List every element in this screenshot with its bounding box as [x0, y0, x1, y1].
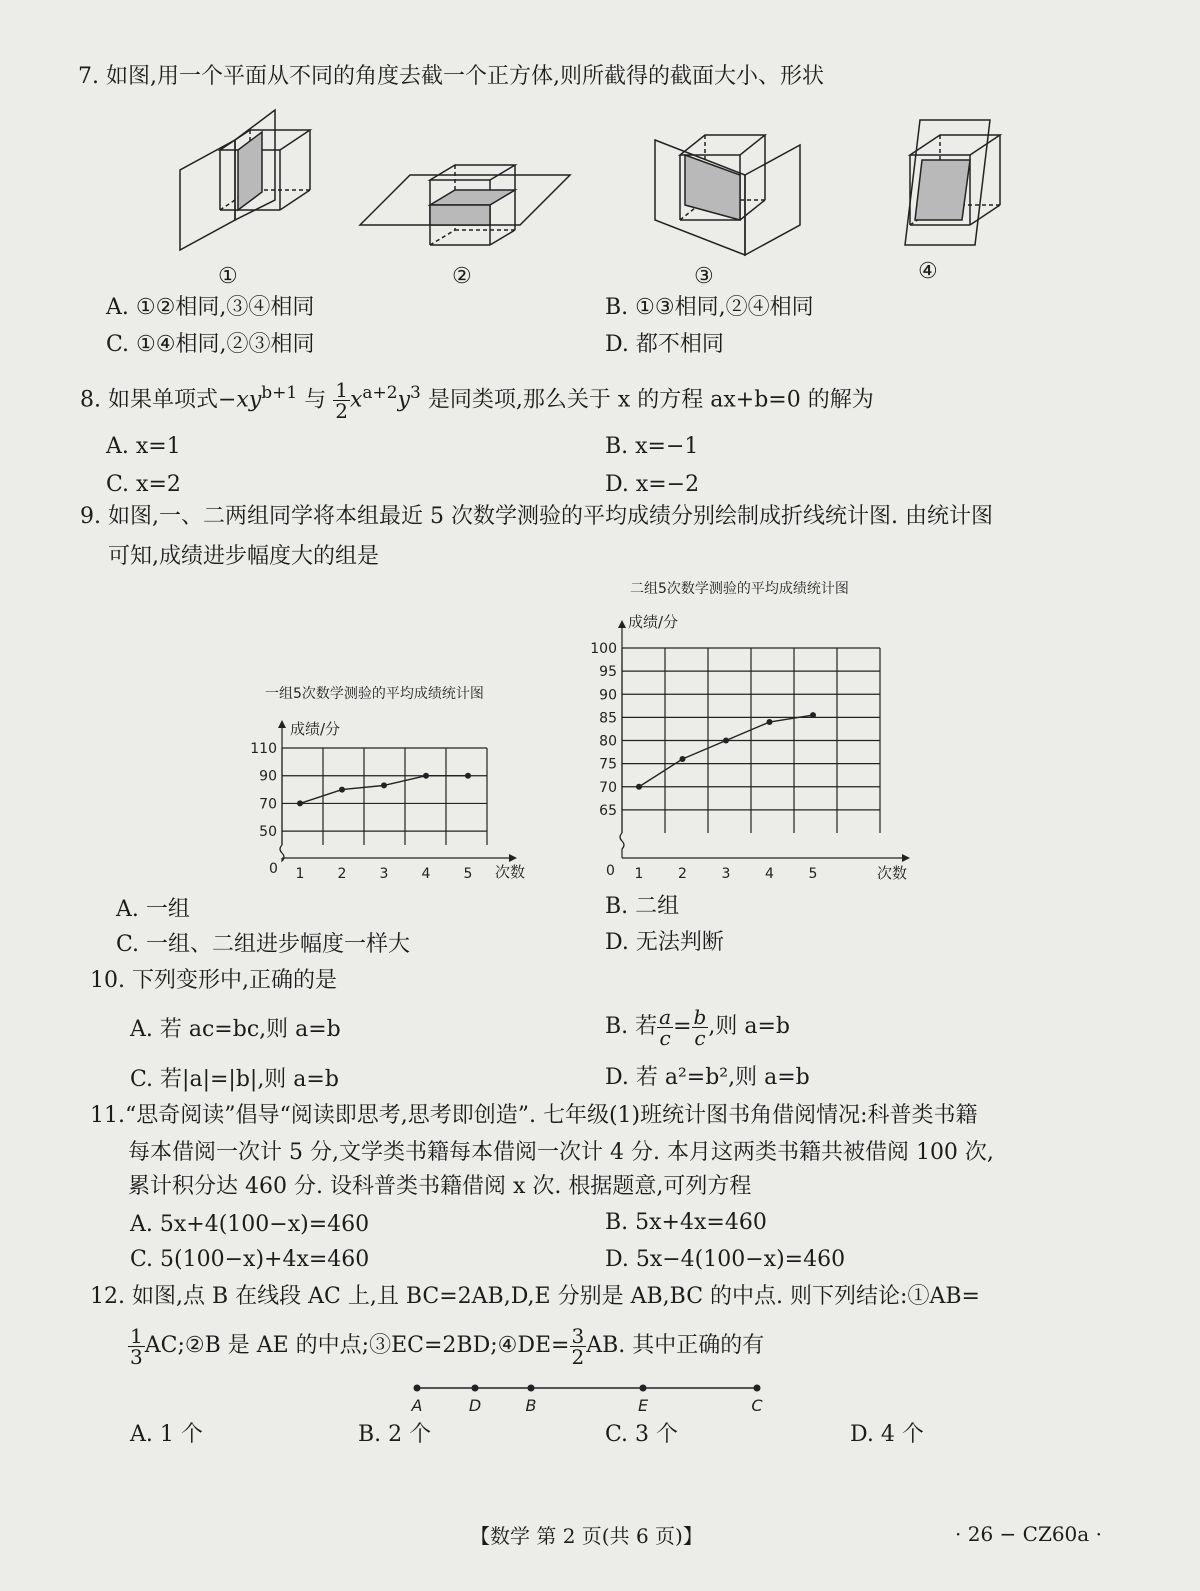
segment-point-d	[472, 1385, 479, 1392]
q12-frac2-num: 3	[571, 1323, 585, 1348]
chart1-xtick-label: 5	[463, 866, 473, 882]
q8-stem-part1: 8. 如果单项式	[80, 387, 218, 413]
q11-option-d[interactable]: D. 5x−4(100−x)=460	[605, 1247, 846, 1272]
chart2-data-point	[810, 712, 816, 718]
chart1-ylabel: 成绩/分	[290, 720, 341, 738]
segment-label-a: A	[411, 1396, 423, 1415]
q8-stem-part2: 与	[304, 387, 327, 413]
q8-monomial-2-x: x	[349, 387, 363, 413]
cube-figure-3	[655, 135, 800, 255]
chart2-xtick-label: 1	[634, 866, 644, 882]
chart2-x-axis-arrow	[902, 854, 910, 862]
chart1-xtick-label: 3	[379, 866, 389, 882]
chart1-series-line	[300, 776, 468, 804]
q7-stem: 7. 如图,用一个平面从不同的角度去截一个正方体,则所截得的截面大小、形状	[78, 64, 824, 89]
chart1-origin: 0	[269, 861, 278, 877]
chart1-x-axis-arrow	[509, 854, 517, 862]
q10-option-d[interactable]: D. 若 a²=b²,则 a=b	[605, 1065, 810, 1090]
q12-option-b[interactable]: B. 2 个	[358, 1422, 432, 1447]
q7-label-2: ②	[452, 264, 472, 289]
q12-fraction-one-third	[128, 1323, 145, 1369]
q10-fraction-b-over-c	[692, 1004, 709, 1050]
footer-code: · 26 − CZ60a ·	[955, 1522, 1102, 1546]
q9-stem-line1: 9. 如图,一、二两组同学将本组最近 5 次数学测验的平均成绩分别绘制成折线统计图. 由统计图	[80, 504, 993, 529]
q7-option-d[interactable]: D. 都不相同	[605, 332, 724, 357]
q8-stem-part3: 是同类项,那么关于 x 的方程 ax+b=0 的解为	[427, 387, 874, 413]
q12-stem-mid: AC;②B 是 AE 的中点;③EC=2BD;④DE=	[144, 1333, 570, 1358]
q12-stem-line1: 12. 如图,点 B 在线段 AC 上,且 BC=2AB,D,E 分别是 AB,BC 的中点. 则下列结论:①AB=	[90, 1284, 980, 1309]
q7-option-c[interactable]: C. ①④相同,②③相同	[106, 332, 315, 357]
chart2-axis-break	[620, 833, 624, 858]
q8-option-b[interactable]: B. x=−1	[605, 434, 699, 459]
chart2-xtick-label: 2	[678, 866, 687, 882]
q11-stem-line3: 累计积分达 460 分. 设科普类书籍借阅 x 次. 根据题意,可列方程	[128, 1174, 752, 1199]
chart1-title: 一组5次数学测验的平均成绩统计图	[265, 686, 484, 702]
chart2-ytick-label: 80	[599, 733, 617, 750]
chart2-ytick-label: 95	[599, 664, 617, 681]
q10-option-b[interactable]	[605, 1005, 790, 1049]
q11-option-a[interactable]: A. 5x+4(100−x)=460	[130, 1212, 370, 1237]
q7-option-b[interactable]: B. ①③相同,②④相同	[605, 295, 814, 320]
chart1-y-axis-arrow	[278, 720, 286, 728]
chart1-xlabel: 次数	[495, 863, 526, 881]
chart2-ytick-label: 90	[599, 687, 617, 704]
segment-point-c	[754, 1385, 761, 1392]
q12-frac2-den: 2	[571, 1344, 585, 1369]
chart2-data-point	[680, 756, 686, 762]
q8-monomial-2-y: y	[397, 387, 411, 413]
chart1-ytick-label: 50	[259, 824, 277, 841]
chart1-data-point	[465, 773, 471, 779]
q7-cube-figures	[150, 100, 1030, 290]
q8-option-c[interactable]: C. x=2	[106, 472, 181, 497]
chart2-ytick-label: 75	[599, 756, 617, 773]
chart2-ylabel: 成绩/分	[628, 613, 679, 631]
chart2-data-point	[636, 784, 642, 790]
q7-label-1: ①	[218, 264, 238, 289]
chart1-xtick-label: 4	[421, 866, 431, 882]
q8-fraction-half	[333, 377, 350, 423]
segment-label-c: C	[751, 1396, 763, 1415]
segment-label-b: B	[525, 1396, 537, 1415]
chart2-origin: 0	[606, 863, 615, 879]
q8-stem	[80, 378, 874, 421]
chart2-y-axis-arrow	[618, 620, 626, 628]
q10-frac-c1: c	[659, 1025, 671, 1050]
segment-point-b	[528, 1385, 535, 1392]
q10-option-b-prefix: B. 若	[605, 1014, 658, 1039]
chart-group1	[245, 680, 565, 890]
q10-option-b-suffix: ,则 a=b	[708, 1014, 790, 1039]
q8-monomial-1: −xy	[217, 387, 262, 413]
q10-option-c[interactable]: C. 若|a|=|b|,则 a=b	[130, 1067, 339, 1092]
chart1-data-point	[297, 800, 303, 806]
q12-option-a[interactable]: A. 1 个	[130, 1422, 203, 1447]
q7-label-4: ④	[918, 259, 938, 284]
q8-fraction-den: 2	[335, 398, 348, 423]
q9-option-c[interactable]: C. 一组、二组进步幅度一样大	[116, 932, 411, 957]
q11-stem-line1: 11.“思奇阅读”倡导“阅读即思考,思考即创造”. 七年级(1)班统计图书角借阅情况:科普类书籍	[90, 1103, 978, 1128]
q10-frac-b: b	[693, 1004, 707, 1029]
q7-option-a[interactable]: A. ①②相同,③④相同	[106, 295, 315, 320]
q10-fraction-a-over-c	[657, 1004, 673, 1050]
chart2-xtick-label: 5	[808, 866, 818, 882]
chart2-data-point	[767, 719, 773, 725]
segment-point-a	[414, 1385, 421, 1392]
q8-option-d[interactable]: D. x=−2	[605, 472, 700, 497]
q7-label-3: ③	[694, 264, 714, 289]
segment-point-e	[640, 1385, 647, 1392]
q12-stem-line2	[128, 1322, 764, 1370]
q8-monomial-1-exp: b+1	[261, 383, 298, 403]
chart1-ytick-label: 70	[259, 796, 277, 813]
q10-frac-a: a	[659, 1004, 672, 1029]
q9-option-a[interactable]: A. 一组	[116, 897, 190, 922]
q12-frac1-num: 1	[130, 1323, 143, 1348]
cube-figure-2	[360, 165, 570, 245]
q11-stem-line2: 每本借阅一次计 5 分,文学类书籍每本借阅一次计 4 分. 本月这两类书籍共被借阅 100 次,	[128, 1140, 994, 1165]
q8-monomial-2-xexp: a+2	[362, 383, 398, 403]
chart2-xtick-label: 4	[765, 866, 774, 882]
q10-stem: 10. 下列变形中,正确的是	[90, 968, 337, 993]
q9-stem-line2: 可知,成绩进步幅度大的组是	[108, 544, 379, 569]
q10-option-a[interactable]: A. 若 ac=bc,则 a=b	[130, 1017, 341, 1042]
q8-option-a[interactable]: A. x=1	[106, 434, 181, 459]
q12-fraction-three-halves	[570, 1323, 587, 1369]
chart1-data-point	[381, 782, 387, 788]
chart2-ytick-label: 65	[599, 802, 617, 819]
chart1-ytick-label: 90	[259, 768, 277, 785]
q12-option-d[interactable]: D. 4 个	[850, 1422, 924, 1447]
segment-label-e: E	[637, 1396, 649, 1415]
chart2-ytick-label: 100	[590, 641, 617, 657]
q8-fraction-num: 1	[335, 377, 348, 402]
q12-frac1-den: 3	[130, 1344, 143, 1369]
chart1-axis-break	[280, 845, 284, 861]
chart1-xtick-label: 2	[337, 866, 347, 882]
chart1-ytick-label: 110	[250, 741, 277, 757]
chart2-title: 二组5次数学测验的平均成绩统计图	[630, 581, 849, 597]
cube-figure-4	[905, 120, 1000, 245]
chart2-ytick-label: 70	[599, 779, 617, 796]
chart1-data-point	[339, 787, 345, 793]
segment-label-d: D	[468, 1396, 482, 1415]
footer-page-info: 【数学 第 2 页(共 6 页)】	[470, 1524, 703, 1548]
chart1-data-point	[423, 773, 429, 779]
q9-option-b[interactable]: B. 二组	[605, 894, 680, 919]
q11-option-c[interactable]: C. 5(100−x)+4x=460	[130, 1247, 370, 1272]
chart2-xlabel: 次数	[877, 864, 908, 882]
chart1-xtick-label: 1	[295, 866, 305, 882]
q10-equal: =	[673, 1014, 692, 1039]
q12-option-c[interactable]: C. 3 个	[605, 1422, 679, 1447]
q12-segment-figure	[405, 1378, 785, 1418]
q12-stem-end: AB. 其中正确的有	[586, 1333, 765, 1358]
chart2-ytick-label: 85	[599, 710, 617, 727]
chart2-data-point	[723, 738, 729, 744]
q10-frac-c2: c	[694, 1025, 706, 1050]
q8-monomial-2-yexp: 3	[410, 383, 421, 403]
chart2-xtick-label: 3	[721, 866, 731, 882]
q11-option-b[interactable]: B. 5x+4x=460	[605, 1210, 767, 1235]
q9-option-d[interactable]: D. 无法判断	[605, 930, 724, 955]
cube-figure-1	[180, 110, 310, 250]
chart-group2	[590, 575, 935, 890]
